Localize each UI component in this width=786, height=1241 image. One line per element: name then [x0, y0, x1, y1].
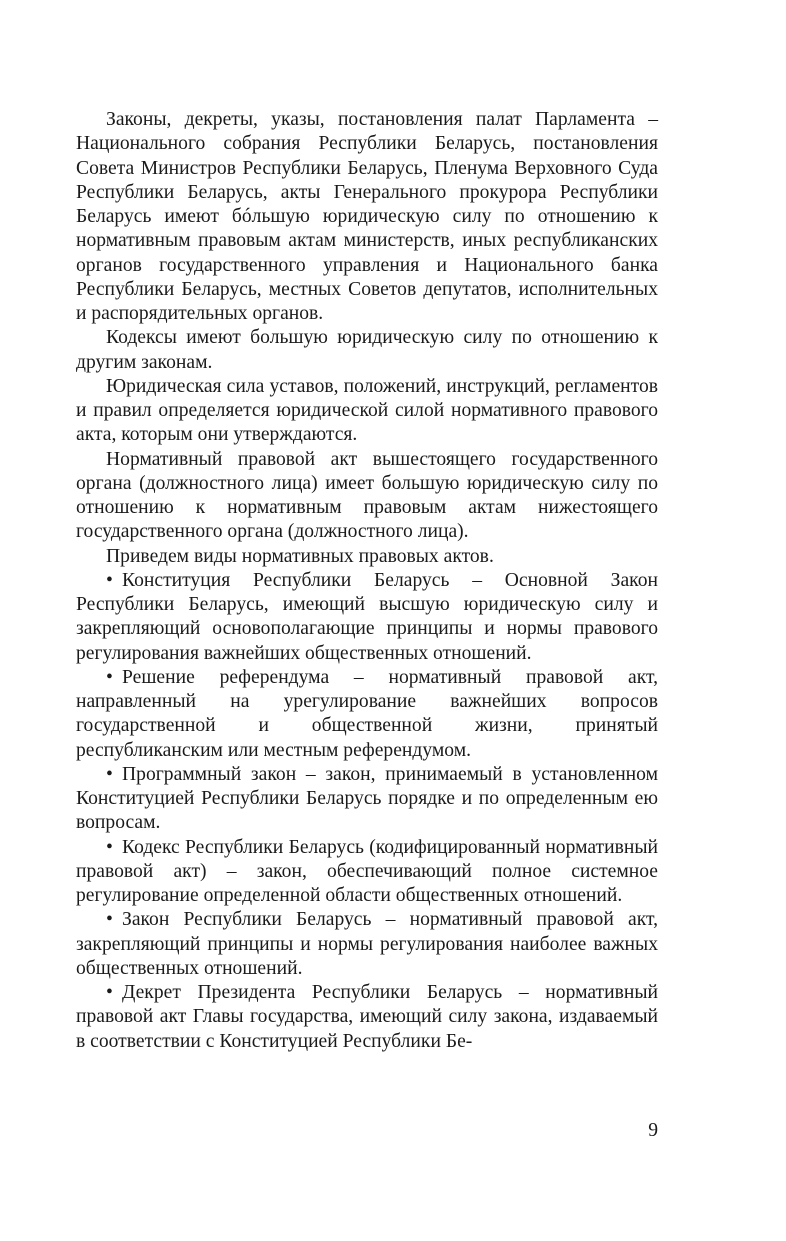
list-item-text: Закон Республики Беларусь – нормативный правовой акт, закрепляющий принципы и нормы регулирования наиболее важных общественных отношений. — [76, 909, 658, 979]
list-item — [76, 836, 658, 909]
paragraph: Законы, декреты, указы, постановления палат Парламента – Национального собрания Республики Беларусь, постановления Совета Министров Республики Беларусь, Пленума Верховного Суда Республики Беларусь, акты Генерального прокурора Республики Беларусь имеют бóльшую юридическую силу по отношению к нормативным правовым актам министерств, иных республиканских органов государственного управления и Национального банка Республики Беларусь, местных Советов депутатов, исполнительных и распорядительных органов. — [76, 109, 658, 324]
list-item — [76, 763, 658, 836]
bullet-icon: • — [106, 909, 113, 931]
bullet-icon: • — [106, 666, 113, 688]
list-item — [76, 569, 658, 666]
bullet-icon: • — [106, 569, 113, 591]
list-item-text: Программный закон – закон, принимаемый в установленном Конституцией Республики Беларусь порядке и по определенным ею вопросам. — [76, 763, 658, 834]
paragraph: Кодексы имеют большую юридическую силу по отношению к другим законам. — [76, 327, 658, 373]
list-item-text: Кодекс Республики Беларусь (кодифицированный нормативный правовой акт) – закон, обеспечивающий полное системное регулирование определенной области общественных отношений. — [76, 836, 658, 906]
page-text-block — [76, 108, 658, 1054]
list-item — [76, 666, 658, 763]
bullet-icon: • — [106, 982, 113, 1003]
bullet-icon: • — [106, 763, 113, 785]
paragraph: Юридическая сила уставов, положений, инструкций, регламентов и правил определяется юридической силой нормативного правового акта, которым они утверждаются. — [76, 375, 658, 446]
paragraph: Нормативный правовой акт вышестоящего государственного органа (должностного лица) имеет большую юридическую силу по отношению к нормативным правовым актам нижестоящего государственного органа (должностного лица). — [76, 448, 658, 543]
list-item — [76, 908, 658, 981]
bullet-icon: • — [106, 836, 113, 858]
list-item-text: Декрет Президента Республики Беларусь – нормативный правовой акт Главы государства, имеющий силу закона, издаваемый в соответствии с Конституцией Республики Бе- — [76, 982, 658, 1052]
list-item — [76, 981, 658, 1054]
list-item-text: Решение референдума – нормативный правовой акт, направленный на урегулирование важнейших вопросов государственной и общественной жизни, принятый республиканским или местным референдумом. — [76, 666, 658, 761]
list-item-text: Конституция Республики Беларусь – Основной Закон Республики Беларусь, имеющий высшую юридическую силу и закрепляющий основополагающие принципы и нормы правового регулирования важнейших общественных отношений. — [76, 569, 658, 664]
page-number: 9 — [648, 1120, 658, 1141]
paragraph: Приведем виды нормативных правовых актов. — [106, 545, 494, 567]
